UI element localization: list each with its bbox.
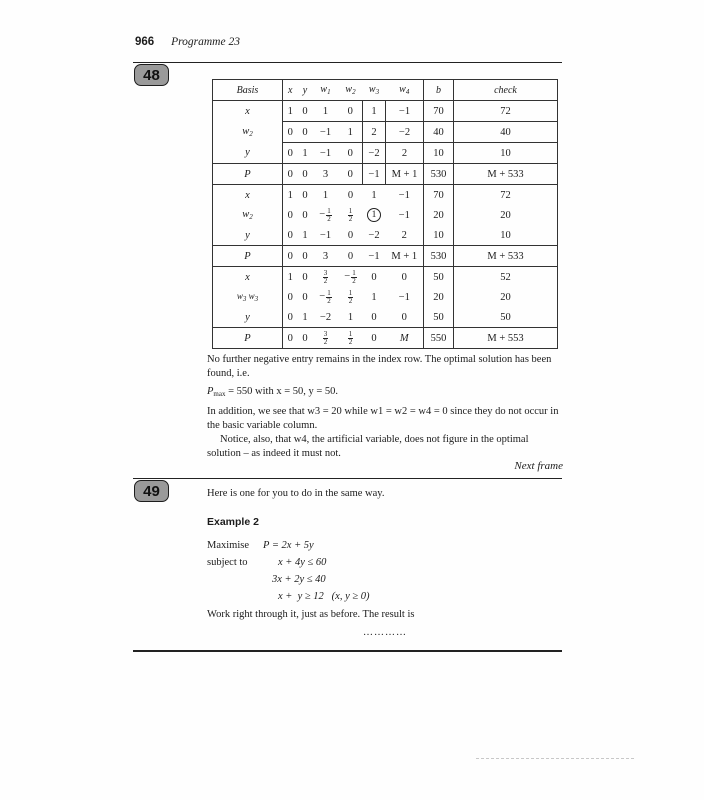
- pivot-column-box: 1: [363, 101, 386, 122]
- table-row: x 1 0 1 0 1 −1 70 72: [213, 101, 558, 122]
- table-row: y 0 1 −1 0 −2 2 10 10: [213, 143, 558, 164]
- col-basis: Basis: [213, 80, 283, 101]
- table-row: P 0 0 3 0 −1 M + 1 530 M + 533: [213, 164, 558, 185]
- table-row: x 1 0 1 0 1 −1 70 72: [213, 185, 558, 206]
- fraction: $\frac{3}{2}$: [323, 268, 328, 285]
- footer-dash: [476, 758, 634, 759]
- constraint-1: x + 4y ≤ 60: [278, 557, 327, 568]
- table-row: $w_2$ 0 0 −1 1 2 −2 40 40: [213, 122, 558, 143]
- table-row: x 1 0 $\frac{3}{2}$ − $\frac{1}{2}$ 0 0 50 52: [213, 267, 558, 288]
- constraint-3: x + y ≥ 12 (x, y ≥ 0): [278, 591, 370, 602]
- fraction: $\frac{1}{2}$: [352, 268, 356, 285]
- table-row: $w_3$ $w_3$ 0 0 − $\frac{1}{2}$ $\frac{1}{2}$ 1 −1 20 20: [213, 287, 558, 307]
- pivot-element-circle: 1: [367, 208, 381, 222]
- col-y: y: [298, 80, 313, 101]
- bottom-rule: [133, 650, 562, 652]
- frame-divider-rule: [133, 478, 562, 479]
- table-row: y 0 1 −1 0 −2 2 10 10: [213, 225, 558, 246]
- page-header: [135, 36, 240, 48]
- para-optimal: No further negative entry remains in the index row. The optimal solution has been found, i.e.: [207, 354, 552, 379]
- top-rule: [133, 62, 562, 63]
- table-row: P 0 0 3 0 −1 M + 1 530 M + 533: [213, 246, 558, 267]
- table-row: $w_2$ 0 0 − $\frac{1}{2}$ $\frac{1}{2}$ 1 −1 20 20: [213, 205, 558, 225]
- subject-to-label: subject to: [207, 557, 248, 568]
- col-w3: $w_3$: [363, 80, 386, 101]
- page-number: 966: [135, 36, 155, 48]
- next-frame-link[interactable]: Next frame: [514, 460, 563, 472]
- para-artificial: Notice, also, that w4, the artificial variable, does not figure in the optimal solution – as indeed it must not.: [207, 434, 529, 459]
- col-check: check: [454, 80, 558, 101]
- pmax-line: $P_{max} = 550$ with x = 50, y = 50.: [207, 386, 339, 398]
- fraction: $\frac{1}{2}$: [348, 206, 353, 223]
- col-w4: $w_4$: [386, 80, 424, 101]
- constraint-2: 3x + 2y ≤ 40: [272, 574, 326, 585]
- fraction: $\frac{1}{2}$: [327, 288, 331, 305]
- fraction: $\frac{3}{2}$: [323, 329, 328, 346]
- example-title: Example 2: [207, 516, 259, 528]
- fraction: $\frac{1}{2}$: [348, 288, 353, 305]
- solution-text: [207, 353, 563, 461]
- programme-title: Programme 23: [171, 36, 240, 48]
- frame49-intro: Here is one for you to do in the same way.: [207, 488, 385, 499]
- para-slack: In addition, we see that w3 = 20 while w1 = w2 = w4 = 0 since they do not occur in the basic variable column.: [207, 406, 559, 431]
- table-row: y 0 1 −2 1 0 0 50 50: [213, 307, 558, 328]
- simplex-table: [212, 79, 558, 349]
- maximise-label: Maximise: [207, 540, 249, 551]
- fraction: $\frac{1}{2}$: [327, 206, 331, 223]
- col-w1: $w_1$: [313, 80, 339, 101]
- col-w2: $w_2$: [339, 80, 363, 101]
- frame-48-badge: 48: [134, 64, 169, 86]
- col-x: x: [283, 80, 298, 101]
- frame-49-badge: 49: [134, 480, 169, 502]
- col-b: b: [424, 80, 454, 101]
- answer-placeholder: …………: [363, 627, 407, 638]
- objective-function: P = 2x + 5y: [263, 540, 314, 551]
- table-header-row: [213, 80, 558, 101]
- work-instruction: Work right through it, just as before. The result is: [207, 609, 415, 620]
- table-row: P 0 0 $\frac{3}{2}$ $\frac{1}{2}$ 0 M 550 M + 553: [213, 328, 558, 349]
- fraction: $\frac{1}{2}$: [348, 329, 353, 346]
